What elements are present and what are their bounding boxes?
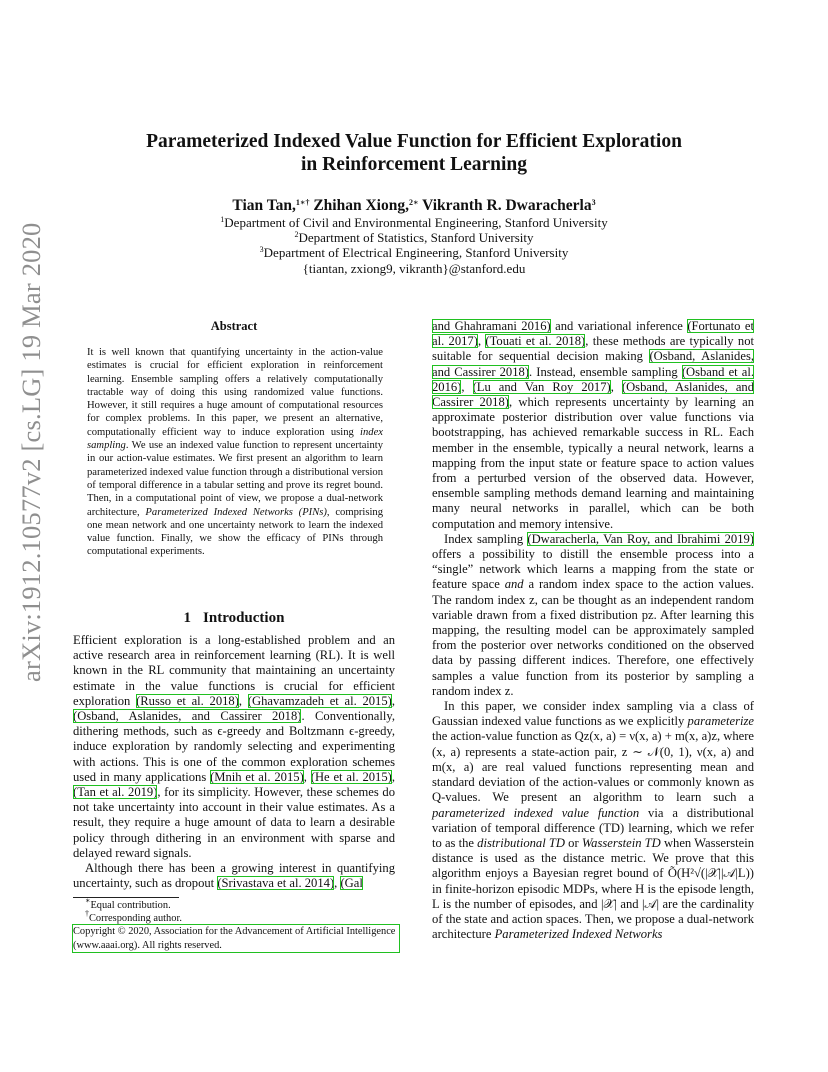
citation-link[interactable]: (Fortunato et al. 2017) bbox=[432, 319, 755, 349]
affiliation bbox=[90, 230, 738, 245]
citation-link[interactable]: (Gal bbox=[340, 876, 363, 891]
abstract-text: . We use an indexed value function to represent uncertainty in our action-value estimates. We first present an algorithm to learn parameterized indexed value function through a distributional version of temporal difference in a tabular setting and prove its regret bound. Then, in a computational point of view, we propose a dual-network architecture, bbox=[87, 440, 383, 518]
abstract-emphasis: Parameterized Indexed Networks (PINs) bbox=[145, 506, 327, 518]
intro-paragraph-4 bbox=[432, 699, 754, 942]
paper-title bbox=[90, 130, 738, 176]
intro-paragraph-2-cont bbox=[432, 319, 754, 532]
citation-link[interactable]: (Touati et al. 2018) bbox=[485, 334, 586, 349]
abstract-body bbox=[87, 346, 383, 559]
citation-link[interactable]: (Osband, Aslanides, and Cassirer 2018) bbox=[432, 379, 755, 410]
author-sup: 1∗† bbox=[295, 198, 310, 207]
body-text: offers a possibility to distill the ensemble process into a “single” network which learns a mapping from the state or feature space bbox=[432, 547, 754, 592]
citation-link[interactable]: (He et al. 2015) bbox=[310, 769, 392, 784]
citation-link[interactable]: (Lu and Van Roy 2017) bbox=[472, 379, 611, 394]
section-heading bbox=[73, 610, 395, 627]
footnote-text: Corresponding author. bbox=[89, 913, 182, 925]
footnote bbox=[73, 909, 399, 925]
body-text: , bbox=[391, 769, 395, 784]
affiliations bbox=[90, 215, 738, 276]
body-text: the action-value function as Qz(x, a) = ν(x, a) + m(x, a)z, where (x, a) represents a state-action pair, z ∼ 𝒩(0, 1), ν(x, a) and m(x, a) are real valued functions representing mean and standard deviation of the action-values or commonly known as Q-values. We present an algorithm to learn such a bbox=[432, 729, 755, 805]
affiliation-sup: 3 bbox=[259, 245, 264, 255]
abstract-heading: Abstract bbox=[210, 319, 258, 333]
section-number: 1 bbox=[183, 610, 192, 626]
body-text: , bbox=[461, 379, 473, 394]
author-list bbox=[90, 197, 738, 215]
body-text: or bbox=[565, 835, 582, 850]
body-text: Index sampling bbox=[444, 531, 528, 546]
affiliation bbox=[90, 215, 738, 230]
body-text: , for its simplicity. However, these schemes do not take uncertainty into account in their value estimates. As a result, they require a huge amount of data to learn a desirable policy through dithering in an environment with sparse and delayed reward signals. bbox=[73, 785, 395, 860]
affiliation-sup: 2 bbox=[294, 230, 299, 240]
abstract-text: It is well known that quantifying uncertainty in the action-value estimates is crucial for efficient exploration in reinforcement learning. Ensemble sampling offers a relatively computationally tractable way of doing this using randomized value functions. However, it still requires a huge amount of computational resources for complex problems. In this paper, we present an alternative, computationally efficient way to induce exploration using bbox=[87, 347, 383, 438]
affiliation-sup: 1 bbox=[220, 215, 225, 224]
body-text: , bbox=[477, 334, 486, 349]
citation-link[interactable]: (Mnih et al. 2015) bbox=[210, 769, 304, 784]
citation-link[interactable]: and Ghahramani 2016) bbox=[432, 319, 551, 333]
footnote-mark: † bbox=[85, 909, 89, 919]
intro-paragraph-2 bbox=[73, 861, 395, 891]
body-text: In this paper, we consider index sampling via a class of Gaussian indexed value functions as we explicitly bbox=[432, 699, 754, 729]
arxiv-side-label: arXiv:1912.10577v2 [cs.LG] 19 Mar 2020 bbox=[16, 222, 46, 682]
body-text: , bbox=[391, 693, 395, 708]
author-sup: 3 bbox=[591, 198, 596, 207]
citation-link[interactable]: (Russo et al. 2018) bbox=[136, 693, 239, 708]
body-emphasis: parameterized indexed value function bbox=[432, 805, 640, 820]
copyright-link[interactable]: Copyright © 2020, Association for the Advancement of Artificial Intelligence (www.aaai.org). All rights reserved. bbox=[73, 925, 399, 951]
footnotes bbox=[73, 896, 399, 952]
citation-link[interactable]: (Ghavamzadeh et al. 2015) bbox=[247, 693, 392, 708]
citation-link[interactable]: (Dwaracherla, Van Roy, and Ibrahimi 2019) bbox=[527, 531, 754, 546]
body-text: via a distributional variation of temporal difference (TD) learning, which we refer to as the bbox=[432, 805, 754, 850]
abstract-emphasis: index sampling bbox=[87, 426, 383, 452]
author-name: Vikranth R. Dwaracherla bbox=[418, 197, 592, 214]
intro-paragraph-3 bbox=[432, 532, 754, 699]
left-column bbox=[73, 633, 395, 891]
body-text: , bbox=[610, 379, 622, 394]
affiliation-text: Department of Civil and Environmental Engineering, Stanford University bbox=[224, 215, 608, 230]
author-name: Tian Tan, bbox=[232, 197, 296, 214]
body-text: when Wasserstein distance is used as the distance metric. We prove that this algorithm enjoys a Bayesian regret bound of Õ(H²√(|𝒳||𝒜|L)) in finite-horizon episodic MDPs, where H is the episode length, L is the number of episodes, and |𝒳| and |𝒜| are the cardinality of the state and action spaces. Then, we propose a dual-network architecture bbox=[432, 835, 754, 942]
citation-link[interactable]: (Srivastava et al. 2014) bbox=[217, 876, 335, 891]
right-column bbox=[432, 319, 754, 942]
body-emphasis: and bbox=[504, 577, 524, 592]
intro-paragraph-1 bbox=[73, 633, 395, 861]
citation-link[interactable]: (Osband, Aslanides, and Cassirer 2018) bbox=[432, 349, 754, 379]
author-emails: {tiantan, zxiong9, vikranth}@stanford.edu bbox=[302, 260, 526, 276]
title-line-1: Parameterized Indexed Value Function for Efficient Exploration bbox=[146, 131, 682, 152]
body-text: a random index space to the action values. The random index z, can be thought as an independent random variable drawn from a fixed distribution pz. After learning this mapping, the resulting model can be approximately sampled from the posterior over networks conditioned on the observed data by passing different indices. Therefore, one effectively samples a value function from its posterior by sampling a random index z. bbox=[432, 577, 754, 698]
body-text: Efficient exploration is a long-established problem and an active research area in reinforcement learning (RL). It is well known in the RL community that maintaining an uncertainty estimate in the value functions is crucial for efficient exploration bbox=[73, 633, 395, 708]
section-title: Introduction bbox=[203, 610, 285, 626]
body-text: Although there has been a growing interest in quantifying uncertainty, such as dropout bbox=[73, 861, 395, 891]
affiliation-text: Department of Electrical Engineering, Stanford University bbox=[263, 245, 569, 261]
citation-link[interactable]: (Tan et al. 2019) bbox=[73, 785, 158, 800]
body-emphasis: parameterize bbox=[687, 714, 754, 729]
body-text: . Conventionally, dithering methods, such as ϵ-greedy and Boltzmann ϵ-greedy, induce exploration by randomly selecting and experimenting with actions. This is one of the common exploration schemes used in many applications bbox=[73, 709, 396, 784]
citation-link[interactable]: (Osband et al. 2016) bbox=[432, 364, 754, 394]
body-text: , bbox=[303, 769, 311, 784]
author-sup: 2∗ bbox=[408, 198, 419, 207]
footnote-text: Equal contribution. bbox=[90, 900, 171, 911]
affiliation-text: Department of Statistics, Stanford University bbox=[298, 230, 534, 246]
body-emphasis: Wasserstein TD bbox=[581, 835, 661, 850]
body-text: , which represents uncertainty by learning an approximate posterior distribution over value functions via bootstrapping, has achieved remarkable success in RL. Each member in the ensemble, typically a neural network, learns a mapping from the input state or feature space to action values from a perturbed version of the observed data. However, ensemble sampling methods demand learning and maintaining many neural networks in parallel, which can be both computation and memory intensive. bbox=[432, 395, 754, 531]
body-text: , bbox=[238, 693, 248, 708]
body-text: , bbox=[334, 876, 341, 891]
citation-link[interactable]: (Osband, Aslanides, and Cassirer 2018) bbox=[73, 709, 302, 724]
author-name: Zhihan Xiong, bbox=[309, 197, 409, 214]
abstract-text: , comprising one mean network and one uncertainty network to learn the indexed value function. Finally, we show the efficacy of PINs through computational experiments. bbox=[87, 506, 383, 558]
title-line-2: in Reinforcement Learning bbox=[300, 154, 528, 175]
footnote bbox=[73, 896, 399, 912]
body-text: and variational inference bbox=[550, 319, 688, 333]
body-emphasis: distributional TD bbox=[477, 835, 565, 850]
body-emphasis: Parameterized Indexed Networks bbox=[494, 927, 663, 942]
affiliation bbox=[90, 245, 738, 260]
body-text: , these methods are typically not suitable for sequential decision making bbox=[432, 334, 755, 364]
body-text: . Instead, ensemble sampling bbox=[529, 364, 682, 379]
footnote-mark: ∗ bbox=[85, 896, 91, 905]
